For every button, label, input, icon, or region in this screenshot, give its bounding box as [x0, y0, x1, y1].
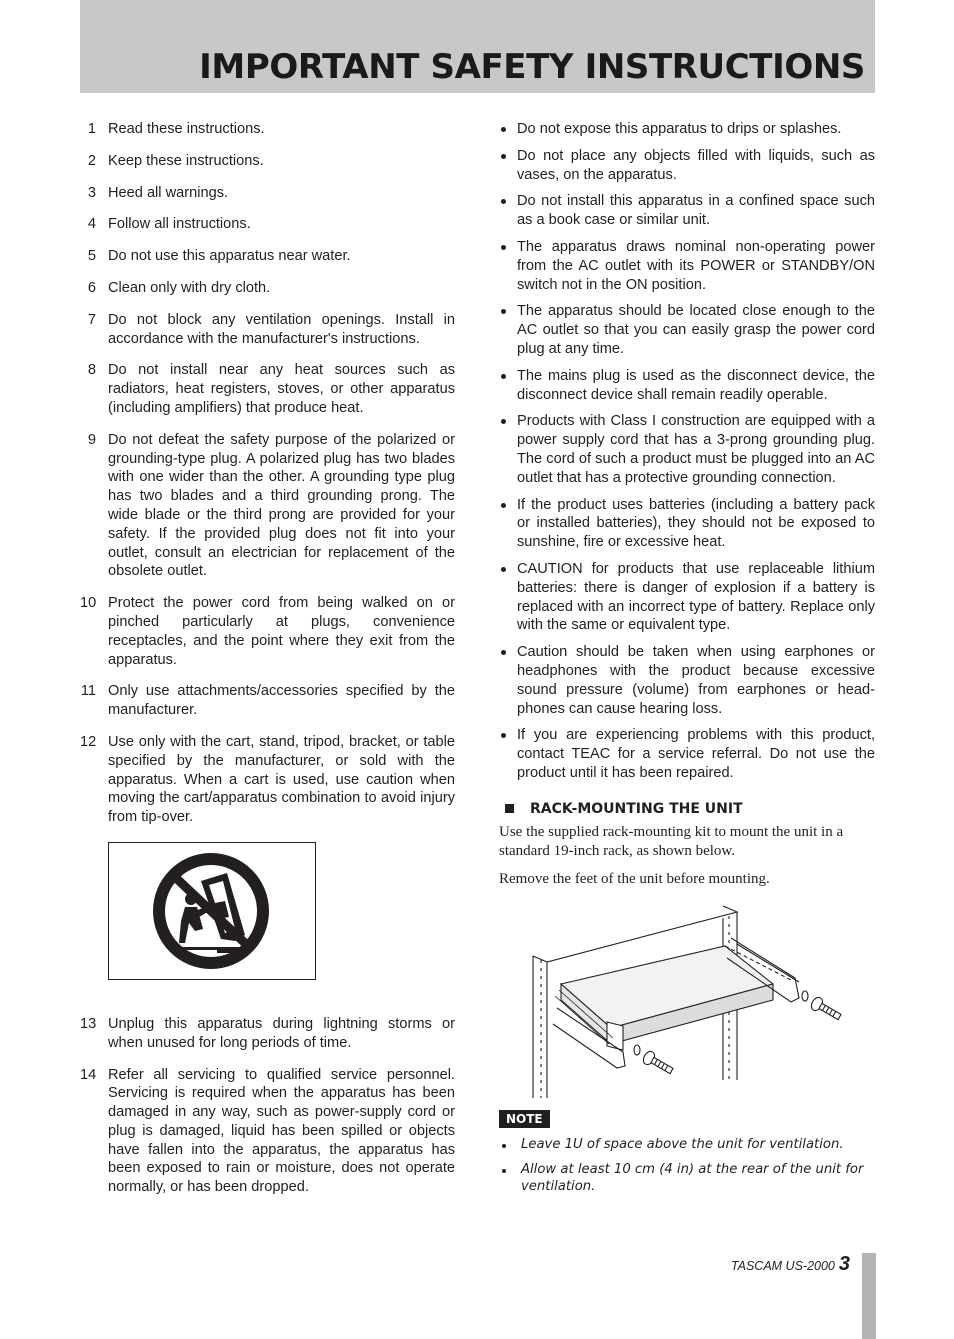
item-number: 8: [87, 362, 96, 379]
item-text: Use only with the cart, stand, tripod, bracket, or table specified by the manufacturer, or sold with the apparatus. When a cart is used, use caution when moving the cart/apparatus combination to avoid injury from tip-over.: [108, 733, 455, 826]
item-number: 1: [87, 121, 96, 137]
bullet-text: If the product uses batteries (including a battery pack or installed batteries), they should not be exposed to sunshine, fire or excessive heat.: [517, 496, 875, 551]
list-item: [80, 682, 455, 720]
bullet-dot: [501, 419, 506, 424]
item-text: Protect the power cord from being walked on or pinched particularly at plugs, convenience receptacles, and the point where they exit from the apparatus.: [108, 595, 455, 668]
bullet-item: [499, 412, 875, 487]
header-band: [80, 0, 875, 93]
list-item: [80, 279, 455, 298]
bullet-item: [499, 560, 875, 635]
bullet-item: [499, 147, 875, 185]
item-text: Do not use this apparatus near water.: [108, 248, 351, 265]
list-item: [80, 184, 455, 203]
list-item: [80, 120, 455, 139]
item-text: Unplug this apparatus during lightning storms or when unused for long periods of time.: [108, 1015, 455, 1051]
bullet-text: CAUTION for products that use replaceable lithium batteries: there is danger of explosion if a battery is replaced with an incorrect type of battery. Replace only with the same or equivalent type.: [517, 560, 875, 634]
note-text: Allow at least 10 cm (4 in) at the rear of the unit for ventilation.: [521, 1161, 864, 1194]
item-text: Do not defeat the safety purpose of the polarized or grounding-type plug. A polarized plug has two blades with one wider than the other. A grounding type plug has two blades and a third grounding prong. The wide blade or the third prong are provided for your safety. If the provided plug does not fit into your outlet, consult an electrician for replacement of the obsolete outlet.: [108, 431, 455, 580]
page-footer: [731, 1253, 850, 1276]
cart-tip-over-warning-icon: [151, 851, 271, 971]
bullet-dot: [501, 309, 506, 314]
bullet-text: The apparatus draws nominal non-operating power from the AC outlet with its POWER or STANDBY/ON switch not in the ON position.: [517, 238, 875, 293]
rack-mount-diagram: [499, 898, 875, 1108]
bullet-dot: [501, 650, 506, 655]
bullet-item: [499, 367, 875, 405]
note-item: [499, 1161, 875, 1195]
bullet-item: [499, 302, 875, 358]
item-text: Follow all instructions.: [108, 216, 251, 233]
item-number: 13: [80, 1015, 97, 1032]
bullet-item: [499, 726, 875, 782]
side-tab: [862, 1253, 876, 1339]
rack-paragraph: Remove the feet of the unit before mounting.: [499, 870, 770, 887]
bullet-item: [499, 120, 875, 139]
list-item: [80, 361, 455, 417]
bullet-text: The mains plug is used as the disconnect device, the disconnect device shall remain readily operable.: [517, 367, 875, 403]
bullet-dot: [501, 127, 506, 132]
bullet-dot: [501, 199, 506, 204]
item-number: 5: [87, 248, 96, 265]
item-text: Do not block any ventilation openings. Install in accordance with the manufacturer's instructions.: [108, 311, 455, 347]
item-text: Do not install near any heat sources such as radiators, heat registers, stoves, or other apparatus (including amplifiers) that produce heat.: [108, 362, 455, 416]
bullet-dot: [501, 733, 506, 738]
list-item: [80, 594, 455, 669]
list-item: [80, 311, 455, 349]
bullet-text: If you are experiencing problems with this product, contact TEAC for a service referral. Do not use the product until it has been repaired.: [517, 727, 875, 781]
item-number: 2: [87, 152, 96, 169]
item-number: 4: [87, 216, 96, 233]
bullet-dot: [501, 567, 506, 572]
rack-paragraph: Use the supplied rack-mounting kit to mount the unit in a standard 19-inch rack, as shown below.: [499, 823, 844, 859]
section-title: RACK-MOUNTING THE UNIT: [530, 800, 743, 817]
item-number: 10: [80, 595, 97, 612]
bullet-dot: [502, 1169, 506, 1173]
rack-section-heading: [499, 801, 875, 817]
bullet-dot: [501, 374, 506, 379]
list-item: [80, 215, 455, 234]
list-item: [80, 152, 455, 171]
note-text: Leave 1U of space above the unit for ventilation.: [521, 1136, 844, 1152]
bullet-text: Do not place any objects filled with liquids, such as vases, on the apparatus.: [517, 147, 875, 183]
section-square-icon: [505, 804, 514, 813]
page-title: IMPORTANT SAFETY INSTRUCTIONS: [199, 47, 865, 87]
list-item: [80, 733, 455, 827]
page-number: 3: [838, 1253, 850, 1275]
bullet-item: [499, 238, 875, 294]
item-number: 6: [87, 279, 96, 296]
item-text: Only use attachments/accessories specified by the manufacturer.: [108, 683, 455, 719]
bullet-text: Do not install this apparatus in a confined space such as a book case or similar unit.: [517, 193, 875, 229]
footer-model: TASCAM US-2000: [730, 1259, 835, 1273]
bullet-text: Do not expose this apparatus to drips or splashes.: [517, 121, 842, 137]
item-text: Clean only with dry cloth.: [108, 279, 271, 296]
item-text: Read these instructions.: [108, 121, 265, 137]
item-number: 3: [87, 184, 96, 201]
bullet-item: [499, 496, 875, 552]
bullet-text: Caution should be taken when using earphones or headphones with the product because excessive sound pressure (volume) from earphones or head-phones can cause hearing loss.: [517, 644, 875, 717]
item-number: 14: [80, 1066, 97, 1083]
item-text: Refer all servicing to qualified service personnel. Servicing is required when the apparatus has been damaged in any way, such as power-supply cord or plug is damaged, liquid has been spilled or objects have fallen into the apparatus, the apparatus has been exposed to rain or moisture, does not operate normally, or has been dropped.: [108, 1066, 455, 1196]
list-item: [80, 247, 455, 266]
bullet-dot: [501, 245, 506, 250]
item-number: 7: [87, 311, 96, 328]
note-badge: NOTE: [499, 1110, 550, 1128]
item-number: 9: [87, 431, 96, 448]
bullet-item: [499, 643, 875, 718]
bullet-dot: [501, 154, 506, 159]
note-item: [499, 1136, 875, 1153]
bullet-dot: [502, 1144, 506, 1148]
item-number: 11: [80, 683, 96, 700]
bullet-item: [499, 192, 875, 230]
right-column: [499, 120, 875, 1203]
item-number: 12: [80, 733, 97, 750]
bullet-text: The apparatus should be located close enough to the AC outlet so that you can easily grasp the power cord plug at any time.: [517, 303, 875, 357]
bullet-text: Products with Class I construction are equipped with a power supply cord that has a 3-prong grounding plug. The cord of such a product must be plugged into an AC outlet that has a protective grounding connection.: [517, 413, 875, 486]
item-text: Keep these instructions.: [108, 152, 264, 169]
list-item: [80, 431, 455, 581]
left-column: [80, 120, 455, 1210]
list-item: [80, 1015, 455, 1053]
cart-warning-box: [108, 842, 316, 980]
list-item: [80, 1066, 455, 1198]
bullet-dot: [501, 503, 506, 508]
item-text: Heed all warnings.: [108, 184, 229, 201]
